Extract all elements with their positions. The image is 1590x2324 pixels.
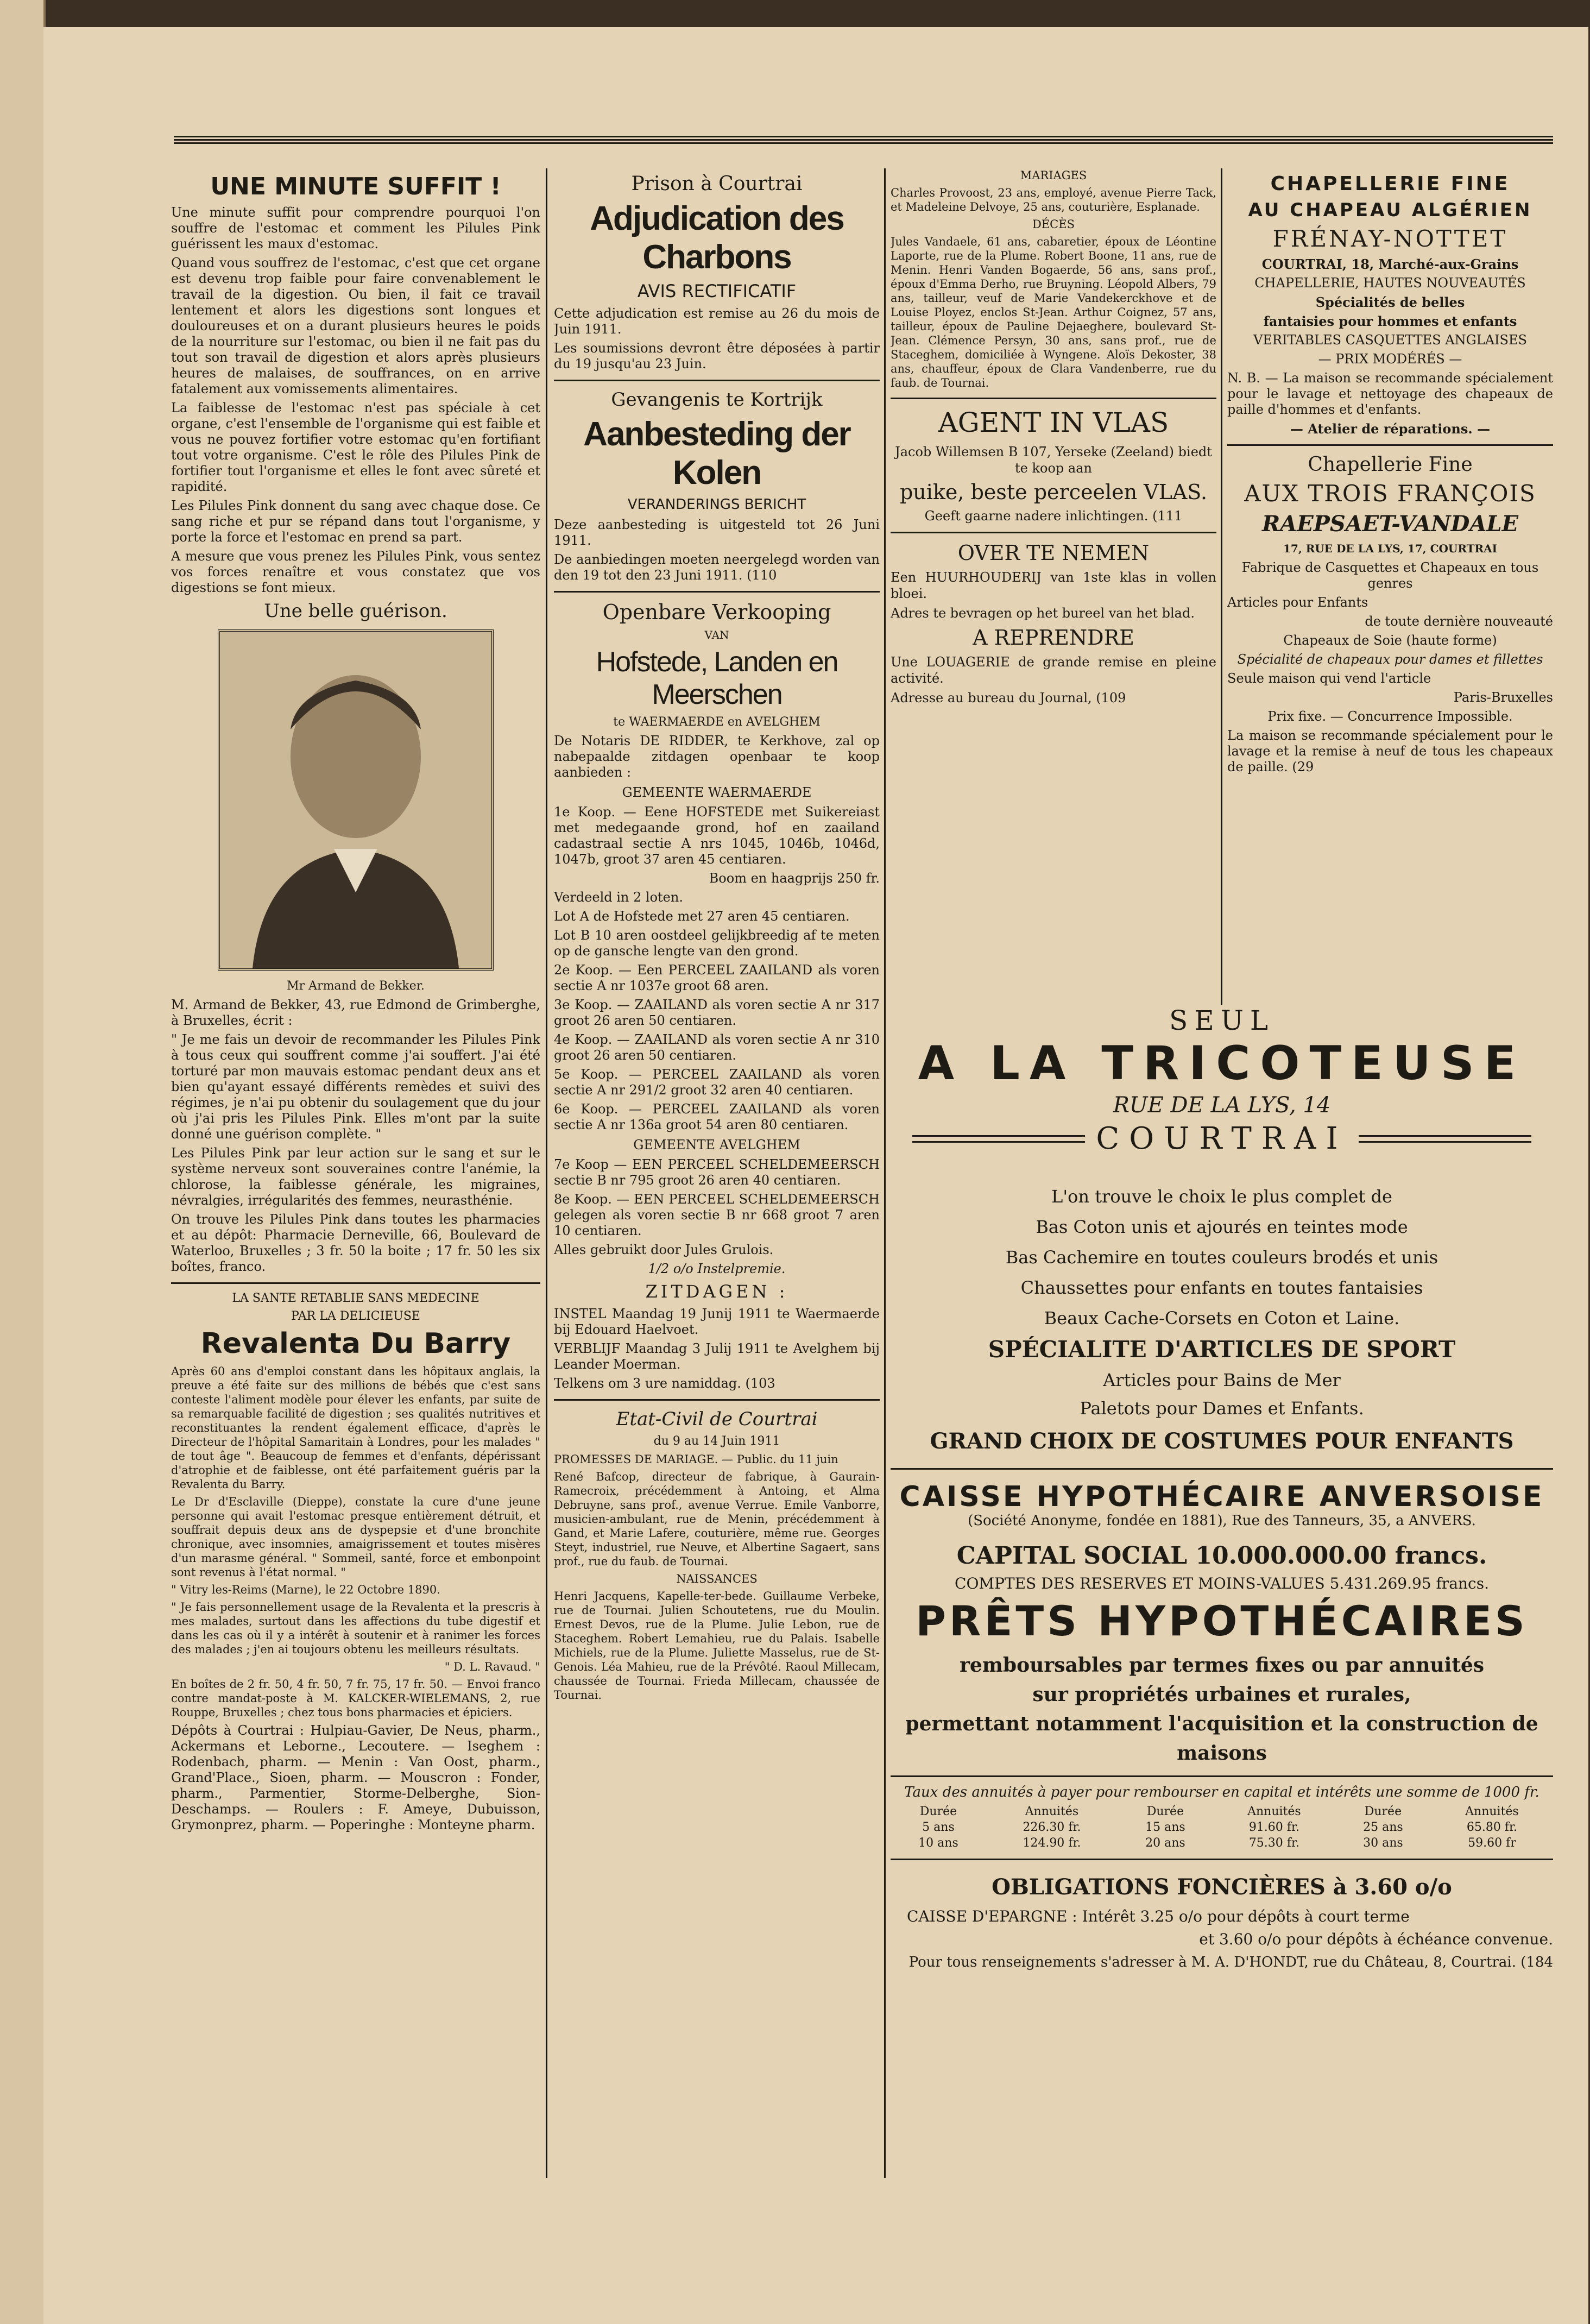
naissances-header: NAISSANCES (676, 1572, 758, 1585)
koop-6: 6e Koop. — PERCEEL ZAAILAND als voren sectie A nr 136a groot 54 aren 80 centiaren. (554, 1101, 880, 1132)
revalenta-p4: " Je fais personnellement usage de la Revalenta et la prescris à mes malades, surtout dans les affections du tube digestif et dans les cas où il y a intérêt à soutenir et à ranimer les forces des malades ; j'en ai toujours obtenu les meilleurs résultats. (171, 1601, 540, 1656)
table-header-cell: Annuités (1465, 1805, 1519, 1818)
prets-line-2: sur propriétés urbaines et rurales, (1032, 1683, 1411, 1706)
portrait-caption: Mr Armand de Bekker. (287, 979, 425, 993)
a-reprendre-title: A REPRENDRE (973, 626, 1134, 650)
verkooping-header: Openbare Verkooping (602, 600, 831, 624)
frenay-nottet: FRÉNAY-NOTTET (1272, 225, 1508, 252)
divider (891, 398, 1216, 399)
koop-1-price: Boom en haagprijs 250 fr. (709, 871, 880, 886)
trois-line-5: Fabrique de Casquettes et Chapeaux en tous genres (1241, 560, 1539, 591)
table-cell: 25 ans (1363, 1821, 1403, 1834)
zitdag-2: VERBLIJF Maandag 3 Julij 1911 te Avelghem bij Leander Moerman. (554, 1341, 880, 1372)
revalenta-p2: Le Dr d'Esclaville (Dieppe), constate la cure d'une jeune personne qui avait l'estomac presque entièrement détruit, et souffrait depuis deux ans de dyspepsie et d'une bronchite chronique, avec insomnies, amaigrissement et toutes misères d'un marasme général. " Sommeil, santé, force et embonpoint sont revenus à l'état normal. " (171, 1495, 540, 1579)
pink-p7: " Je me fais un devoir de recommander les Pilules Pink à tous ceux qui souffrent comme j'ai souffert. J'ai été torturé par mon mauvais estomac pendant deux ans et bien qu'ayant essayé différents remèdes et suivi des régimes, je n'ai pu obtenir du soulagement que du jour où j'ai pris les Pilules Pink. Elles m'ont par la suite donné une guérison complète. " (171, 1032, 540, 1142)
ornament-right (1359, 1135, 1531, 1143)
zitdag-3: Telkens om 3 ure namiddag. (103 (554, 1376, 775, 1391)
pink-p9: On trouve les Pilules Pink dans toutes les pharmacies et au dépôt: Pharmacie Derneville, 66, Boulevard de Waterloo, Bruxelles ; 3 fr. 50 la boite ; 17 fr. 50 les six boîtes, franco. (171, 1212, 540, 1274)
aanb-p1: Deze aanbesteding is uitgesteld tot 26 Juni 1911. (554, 517, 880, 548)
pink-p4: Les Pilules Pink donnent du sang avec chaque dose. Ce sang riche et pur se répand dans tout l'organisme, y porte la force et l'estomac en prend sa part. (171, 498, 540, 545)
adjudication-title: Adjudication des Charbons (590, 200, 844, 276)
frenay-line-8: VERITABLES CASQUETTES ANGLAISES (1253, 332, 1527, 348)
pink-p1: Une minute suffit pour comprendre pourquoi l'on souffre de l'estomac et comment les Pilules Pink guérissent les maux d'estomac. (171, 205, 540, 251)
prets-line-3: permettant notamment l'acquisition et la construction de maisons (905, 1712, 1538, 1765)
notaris-text: De Notaris DE RIDDER, te Kerkhove, zal op nabepaalde zitdagen openbaar te koop aanbieden : (554, 733, 880, 780)
trois-line-11: Paris-Bruxelles (1453, 690, 1553, 705)
frenay-nb: N. B. — La maison se recommande spécialement pour le lavage et nettoyage des chapeaux de paille d'hommes et d'enfants. (1227, 370, 1553, 417)
col-divider-1 (546, 168, 547, 2178)
portrait-photo (218, 629, 494, 971)
prison-header: Prison à Courtrai (631, 173, 803, 195)
reprendre-line-2: Adresse au bureau du Journal, (109 (891, 690, 1126, 706)
wide-section (891, 1005, 1553, 1975)
obligations: OBLIGATIONS FONCIÈRES à 3.60 o/o (992, 1874, 1452, 1900)
zitdag-1: INSTEL Maandag 19 Junij 1911 te Waermaerde bij Edouard Haelvoet. (554, 1306, 880, 1337)
caisse-subtitle: (Société Anonyme, fondée en 1881), Rue des Tanneurs, 35, a ANVERS. (968, 1513, 1476, 1529)
koop-1: 1e Koop. — Eene HOFSTEDE met Suikereiast met medegaande grond, hof en zaailand cadastraal sectie A nrs 1045, 1046b, 1046d, 1047b, groot 37 aren 45 centiaren. (554, 804, 880, 867)
koop-5: 5e Koop. — PERCEEL ZAAILAND als voren sectie A nr 291/2 groot 32 aren 40 centiaren. (554, 1067, 880, 1098)
table-header-cell: Annuités (1247, 1805, 1301, 1818)
van-label: VAN (704, 628, 729, 641)
promesses-header: PROMESSES DE MARIAGE. — Public. du 11 juin (554, 1453, 838, 1466)
over-te-nemen-title: OVER TE NEMEN (957, 541, 1150, 565)
table-cell: 226.30 fr. (1023, 1821, 1081, 1834)
divider (171, 1282, 540, 1284)
trois-line-12: Prix fixe. — Concurrence Impossible. (1267, 709, 1513, 724)
table-header-cell: Durée (1146, 1805, 1184, 1818)
divider (891, 532, 1216, 533)
epargne-line-2: et 3.60 o/o pour dépôts à échéance convenue. (1199, 1930, 1553, 1948)
adj-p1: Cette adjudication est remise au 26 du mois de Juin 1911. (554, 306, 880, 337)
koop-1-lot-a: Lot A de Hofstede met 27 aren 45 centiaren. (554, 909, 850, 924)
revalenta-p6: Dépôts à Courtrai : Hulpiau-Gavier, De Neus, pharm., Ackermans et Leborne., Lecoutere. — Iseghem : Rodenbach, pharm. — Menin : Van Oost, pharm., Grand'Place., Sioen, pharm. — Mouscron : Fonder, pharm., Parmentier, Storme-Delberghe, Sion-Deschamps. — Roulers : F. Ameye, Dubuisson, Grymonprez, pharm. — Poperinghe : Monteyne pharm. (171, 1723, 540, 1832)
table-cell: 20 ans (1145, 1836, 1185, 1850)
column-2 (554, 168, 880, 1705)
book-spine (0, 0, 46, 2324)
seul-title: SEUL (1169, 1005, 1275, 1036)
pink-title: UNE MINUTE SUFFIT ! (210, 173, 501, 200)
trois-line-9: Spécialité de chapeaux pour dames et fillettes (1237, 652, 1543, 667)
caisse-capital: CAPITAL SOCIAL 10.000.000.00 francs. (956, 1542, 1487, 1570)
table-cell: 65.80 fr. (1466, 1821, 1518, 1834)
frenay-line-5: CHAPELLERIE, HAUTES NOUVEAUTÉS (1254, 275, 1526, 291)
divider (891, 1468, 1553, 1470)
over-line-2: Adres te bevragen op het bureel van het blad. (891, 606, 1195, 621)
instelpremie: 1/2 o/o Instelpremie. (648, 1261, 786, 1276)
revalenta-signature: " D. L. Ravaud. " (444, 1660, 540, 1673)
frenay-address: COURTRAI, 18, Marché-aux-Grains (1261, 256, 1519, 272)
column-1 (171, 168, 540, 1836)
prets-line-1: remboursables par termes fixes ou par annuités (959, 1654, 1485, 1677)
trois-line-7: de toute dernière nouveauté (1365, 614, 1553, 629)
revalenta-p3: " Vitry les-Reims (Marne), le 22 Octobre 1890. (171, 1583, 440, 1596)
courtrai-title: COURTRAI (1096, 1121, 1348, 1156)
table-header-cell: Annuités (1025, 1805, 1079, 1818)
zitdagen-header: ZITDAGEN : (645, 1281, 788, 1302)
aanb-p2: De aanbiedingen moeten neergelegd worden van den 19 tot den 23 Juni 1911. (110 (554, 552, 880, 583)
frenay-line-9: — PRIX MODÉRÉS — (1318, 351, 1462, 367)
table-row (891, 1819, 1553, 1835)
mariages-list: Charles Provoost, 23 ans, employé, avenue Pierre Tack, et Madeleine Delvoye, 25 ans, couturière, Esplanade. (891, 186, 1216, 213)
agent-line-1: Jacob Willemsen B 107, Yerseke (Zeeland) biedt te koop aan (895, 444, 1212, 476)
revalenta-mid: PAR LA DELICIEUSE (291, 1309, 420, 1323)
veranderings-header: VERANDERINGS BERICHT (627, 496, 806, 513)
ornament-left (912, 1135, 1085, 1143)
reprendre-line-1: Une LOUAGERIE de grande remise en pleine activité. (891, 654, 1216, 686)
table-cell: 91.60 fr. (1248, 1821, 1300, 1834)
revalenta-top: LA SANTE RETABLIE SANS MEDECINE (232, 1292, 479, 1305)
koop-2: 2e Koop. — Een PERCEEL ZAAILAND als voren sectie A nr 1037e groot 68 aren. (554, 962, 880, 993)
gemeente-waermaerde: GEMEENTE WAERMAERDE (622, 785, 812, 800)
raepsaet-vandale: RAEPSAET-VANDALE (1262, 511, 1518, 537)
table-cell: 124.90 fr. (1023, 1836, 1081, 1850)
gemeente-avelghem: GEMEENTE AVELGHEM (633, 1137, 800, 1152)
agent-vlas-title: AGENT IN VLAS (938, 407, 1169, 438)
koop-4: 4e Koop. — ZAAILAND als voren sectie A nr 310 groot 26 aren 50 centiaren. (554, 1032, 880, 1063)
table-cell: 59.60 fr (1468, 1836, 1516, 1850)
chapeau-algerien: AU CHAPEAU ALGÉRIEN (1248, 199, 1532, 221)
naissances-list: Henri Jacquens, Kapelle-ter-bede. Guillaume Verbeke, rue de Tournai. Julien Schoutetens, rue du Moulin. Ernest Devos, rue de la Plume. Julie Lebon, rue de Staceghem. Robert Lemahieu, rue du Palais. Isabelle Michiels, rue de la Plume. Juliette Masselus, rue de St-Genois. Léa Mahieu, rue de la Prévôté. Raoul Millecam, chaussée de Tournai. Frieda Millecam, chaussée de Tournai. (554, 1590, 880, 1702)
hofstede-title: Hofstede, Landen en Meerschen (596, 646, 838, 710)
adj-p2: Les soumissions devront être déposées à partir du 19 jusqu'au 23 Juin. (554, 341, 880, 371)
annuites-table (891, 1804, 1553, 1851)
table-header-cell: Durée (1364, 1805, 1402, 1818)
promesses-list: René Bafcop, directeur de fabrique, à Gaurain-Ramecroix, précédemment à Antoing, et Alma Debruyne, sans prof., avenue Verrue. Emile Vanborre, musicien-ambulant, rue de Menin, précédemment à Gand, et Marie Lafere, couturière, même rue. Georges Steyt, industriel, rue Neuve, et Albertine Sagaert, sans prof., rue du faub. de Tournai. (554, 1470, 880, 1568)
revalenta-p1: Après 60 ans d'emploi constant dans les hôpitaux anglais, la preuve a été faite sur des millions de bébés que c'est sans conteste l'aliment modèle pour élever les enfants, par suite de sa remarquable facilité de digestion ; ses qualités nutritives et reconstituantes la rendent également efficace, d'après le Directeur de l'hôpital Samaritain à Londres, pour les malades " de tout âge ". Beaucoup de femmes et d'enfants, dépérissant d'atrophie et de faiblesse, ont été parfaitement guéris par la Revalenta du Barry. (171, 1365, 540, 1491)
divider (1227, 444, 1553, 446)
top-rule (174, 136, 1553, 144)
column-4 (1227, 168, 1553, 778)
tric-line-8: Paletots pour Dames et Enfants. (1080, 1398, 1364, 1419)
tric-line-2: Bas Coton unis et ajourés en teintes mode (1036, 1217, 1408, 1237)
deces-header: DÉCÈS (1032, 218, 1075, 231)
location-line: te WAERMAERDE en AVELGHEM (613, 715, 821, 729)
prets-title: PRÊTS HYPOTHÉCAIRES (916, 1597, 1528, 1645)
trois-line-13: La maison se recommande spécialement pour le lavage et la remise à neuf de tous les chapeaux de paille. (29 (1227, 728, 1553, 774)
koop-1-loten: Verdeeld in 2 loten. (554, 890, 683, 905)
koop-3: 3e Koop. — ZAAILAND als voren sectie A nr 317 groot 26 aren 50 centiaren. (554, 997, 880, 1028)
divider (554, 380, 880, 381)
epargne-line-1: CAISSE D'EPARGNE : Intérêt 3.25 o/o pour dépôts à court terme (907, 1907, 1410, 1925)
frenay-line-7: fantaisies pour hommes et enfants (1263, 313, 1517, 329)
trois-address: 17, RUE DE LA LYS, 17, COURTRAI (1283, 542, 1498, 555)
over-line-1: Een HUURHOUDERIJ van 1ste klas in vollen bloei. (891, 570, 1216, 601)
tricoteuse-street: RUE DE LA LYS, 14 (1113, 1093, 1331, 1118)
pink-p5: A mesure que vous prenez les Pilules Pink, vous sentez vos forces renaître et vous constatez que vos digestions se font mieux. (171, 549, 540, 595)
table-cell: 75.30 fr. (1248, 1836, 1300, 1850)
tric-line-5: Beaux Cache-Corsets en Coton et Laine. (1044, 1308, 1400, 1328)
divider (891, 1775, 1553, 1777)
column-3 (891, 168, 1216, 709)
pink-p3: La faiblesse de l'estomac n'est pas spéciale à cet organe, c'est l'ensemble de l'organisme qui est faible et vous ne pouvez fortifier votre estomac qu'en fortifiant tout votre organisme. C'est le rôle des Pilules Pink de fortifier tout l'organisme et elles le font avec sûreté et rapidité. (171, 400, 540, 494)
gevangenis-header: Gevangenis te Kortrijk (611, 389, 823, 411)
pink-p2: Quand vous souffrez de l'estomac, c'est que cet organe est devenu trop faible pour faire convenablement le travail de la digestion. Ou bien, il fait ce travail lentement et alors les digestions sont longues et douloureuses et on a durant plusieurs heures le poids de la nourriture sur l'estomac, ou bien il ne fait pas du tout son travail de digestion et alors après plusieurs heures de malaises, de souffrances, on en arrive fatalement aux vomissements alimentaires. (171, 255, 540, 396)
divider (891, 1859, 1553, 1860)
trois-line-8: Chapeaux de Soie (haute forme) (1283, 633, 1497, 648)
col-divider-3 (1221, 168, 1222, 1005)
table-header-row (891, 1804, 1553, 1819)
pink-subtitle: Une belle guérison. (264, 600, 447, 622)
tric-costumes: GRAND CHOIX DE COSTUMES POUR ENFANTS (930, 1428, 1514, 1454)
table-header-cell: Durée (919, 1805, 957, 1818)
table-cell: 15 ans (1145, 1821, 1185, 1834)
koop-8: 8e Koop. — EEN PERCEEL SCHELDEMEERSCH gelegen als voren sectie B nr 668 groot 7 aren 10 centiaren. (554, 1192, 880, 1238)
tric-sport: SPÉCIALITE D'ARTICLES DE SPORT (988, 1336, 1456, 1363)
frenay-line-6: Spécialités de belles (1315, 294, 1465, 310)
newspaper-page (43, 27, 1588, 2324)
table-row (891, 1835, 1553, 1851)
divider (554, 1399, 880, 1401)
trois-line-10: Seule maison qui vend l'article (1227, 671, 1431, 686)
revalenta-p5: En boîtes de 2 fr. 50, 4 fr. 50, 7 fr. 75, 17 fr. 50. — Envoi franco contre mandat-poste à M. KALCKER-WIELEMANS, 2, rue Rouppe, Bruxelles ; chez tous bons pharmacies et épiciers. (171, 1678, 540, 1719)
taux-header: Taux des annuités à payer pour rembourser en capital et intérêts une somme de 1000 fr. (904, 1784, 1539, 1800)
caisse-reserves: COMPTES DES RESERVES ET MOINS-VALUES 5.431.269.95 francs. (955, 1574, 1489, 1592)
trois-line-6: Articles pour Enfants (1227, 595, 1368, 610)
col-divider-2 (884, 168, 886, 2178)
aanbesteding-title: Aanbesteding der Kolen (583, 415, 850, 492)
tric-line-1: L'on trouve le choix le plus complet de (1051, 1186, 1392, 1207)
tric-line-7: Articles pour Bains de Mer (1103, 1370, 1341, 1390)
koop-8-note: Alles gebruikt door Jules Grulois. (554, 1242, 774, 1257)
frenay-atelier: — Atelier de réparations. — (1290, 421, 1491, 437)
agent-line-3: Geeft gaarne nadere inlichtingen. (111 (924, 508, 1183, 524)
tricoteuse-title: A LA TRICOTEUSE (918, 1036, 1526, 1091)
table-cell: 5 ans (922, 1821, 955, 1834)
revalenta-title: Revalenta Du Barry (200, 1327, 511, 1360)
deces-list: Jules Vandaele, 61 ans, cabaretier, époux de Léontine Laporte, rue de la Plume. Robert Boone, 11 ans, rue de Menin. Henri Vanden Bogaerde, 56 ans, sans prof., époux d'Emma Derho, rue Bruyning. Léopold Albers, 79 ans, tailleur, veuf de Marie Vandekerckhove et de Louise Ployez, enclos St-Jean. Arthur Coignez, 57 ans, tailleur, époux de Pauline Dejaeghere, boulevard St-Jean. Clémence Persyn, 30 ans, sans prof., rue de Staceghem, domiciliée à Wyngene. Aloïs Dekoster, 38 ans, chauffeur, époux de Clara Vandenberre, rue du faub. de Tournai. (891, 235, 1216, 389)
divider (554, 591, 880, 593)
table-cell: 30 ans (1363, 1836, 1403, 1850)
tric-line-3: Bas Cachemire en toutes couleurs brodés et unis (1005, 1247, 1438, 1268)
agent-line-2: puike, beste perceelen VLAS. (899, 480, 1208, 504)
pink-p8: Les Pilules Pink par leur action sur le sang et sur le système nerveux sont souveraines contre l'anémie, la chlorose, la faiblesse générale, les migraines, névralgies, irrégularités des femmes, neurasthénie. (171, 1145, 540, 1208)
koop-7: 7e Koop — EEN PERCEEL SCHELDEMEERSCH sectie B nr 795 groot 26 aren 40 centiaren. (554, 1157, 880, 1188)
avis-header: AVIS RECTIFICATIF (637, 281, 797, 301)
trois-francois-header: Chapellerie Fine (1308, 454, 1473, 476)
pink-p6: M. Armand de Bekker, 43, rue Edmond de Grimberghe, à Bruxelles, écrit : (171, 997, 540, 1028)
koop-1-lot-b: Lot B 10 aren oostdeel gelijkbreedig af te meten op de gansche lengte van den grond. (554, 928, 880, 959)
table-cell: 10 ans (918, 1836, 958, 1850)
renseignements: Pour tous renseignements s'adresser à M. A. D'HONDT, rue du Château, 8, Courtrai. (184 (908, 1954, 1553, 1970)
tric-line-4: Chaussettes pour enfants en toutes fantaisies (1020, 1277, 1423, 1298)
trois-francois-title: AUX TROIS FRANÇOIS (1244, 480, 1536, 507)
caisse-title: CAISSE HYPOTHÉCAIRE ANVERSOISE (899, 1481, 1544, 1513)
etat-civil-title: Etat-Civil de Courtrai (616, 1408, 818, 1430)
chapellerie-title: CHAPELLERIE FINE (1270, 173, 1510, 195)
mariages-header: MARIAGES (1020, 169, 1087, 182)
etat-civil-date: du 9 au 14 Juin 1911 (653, 1434, 780, 1448)
